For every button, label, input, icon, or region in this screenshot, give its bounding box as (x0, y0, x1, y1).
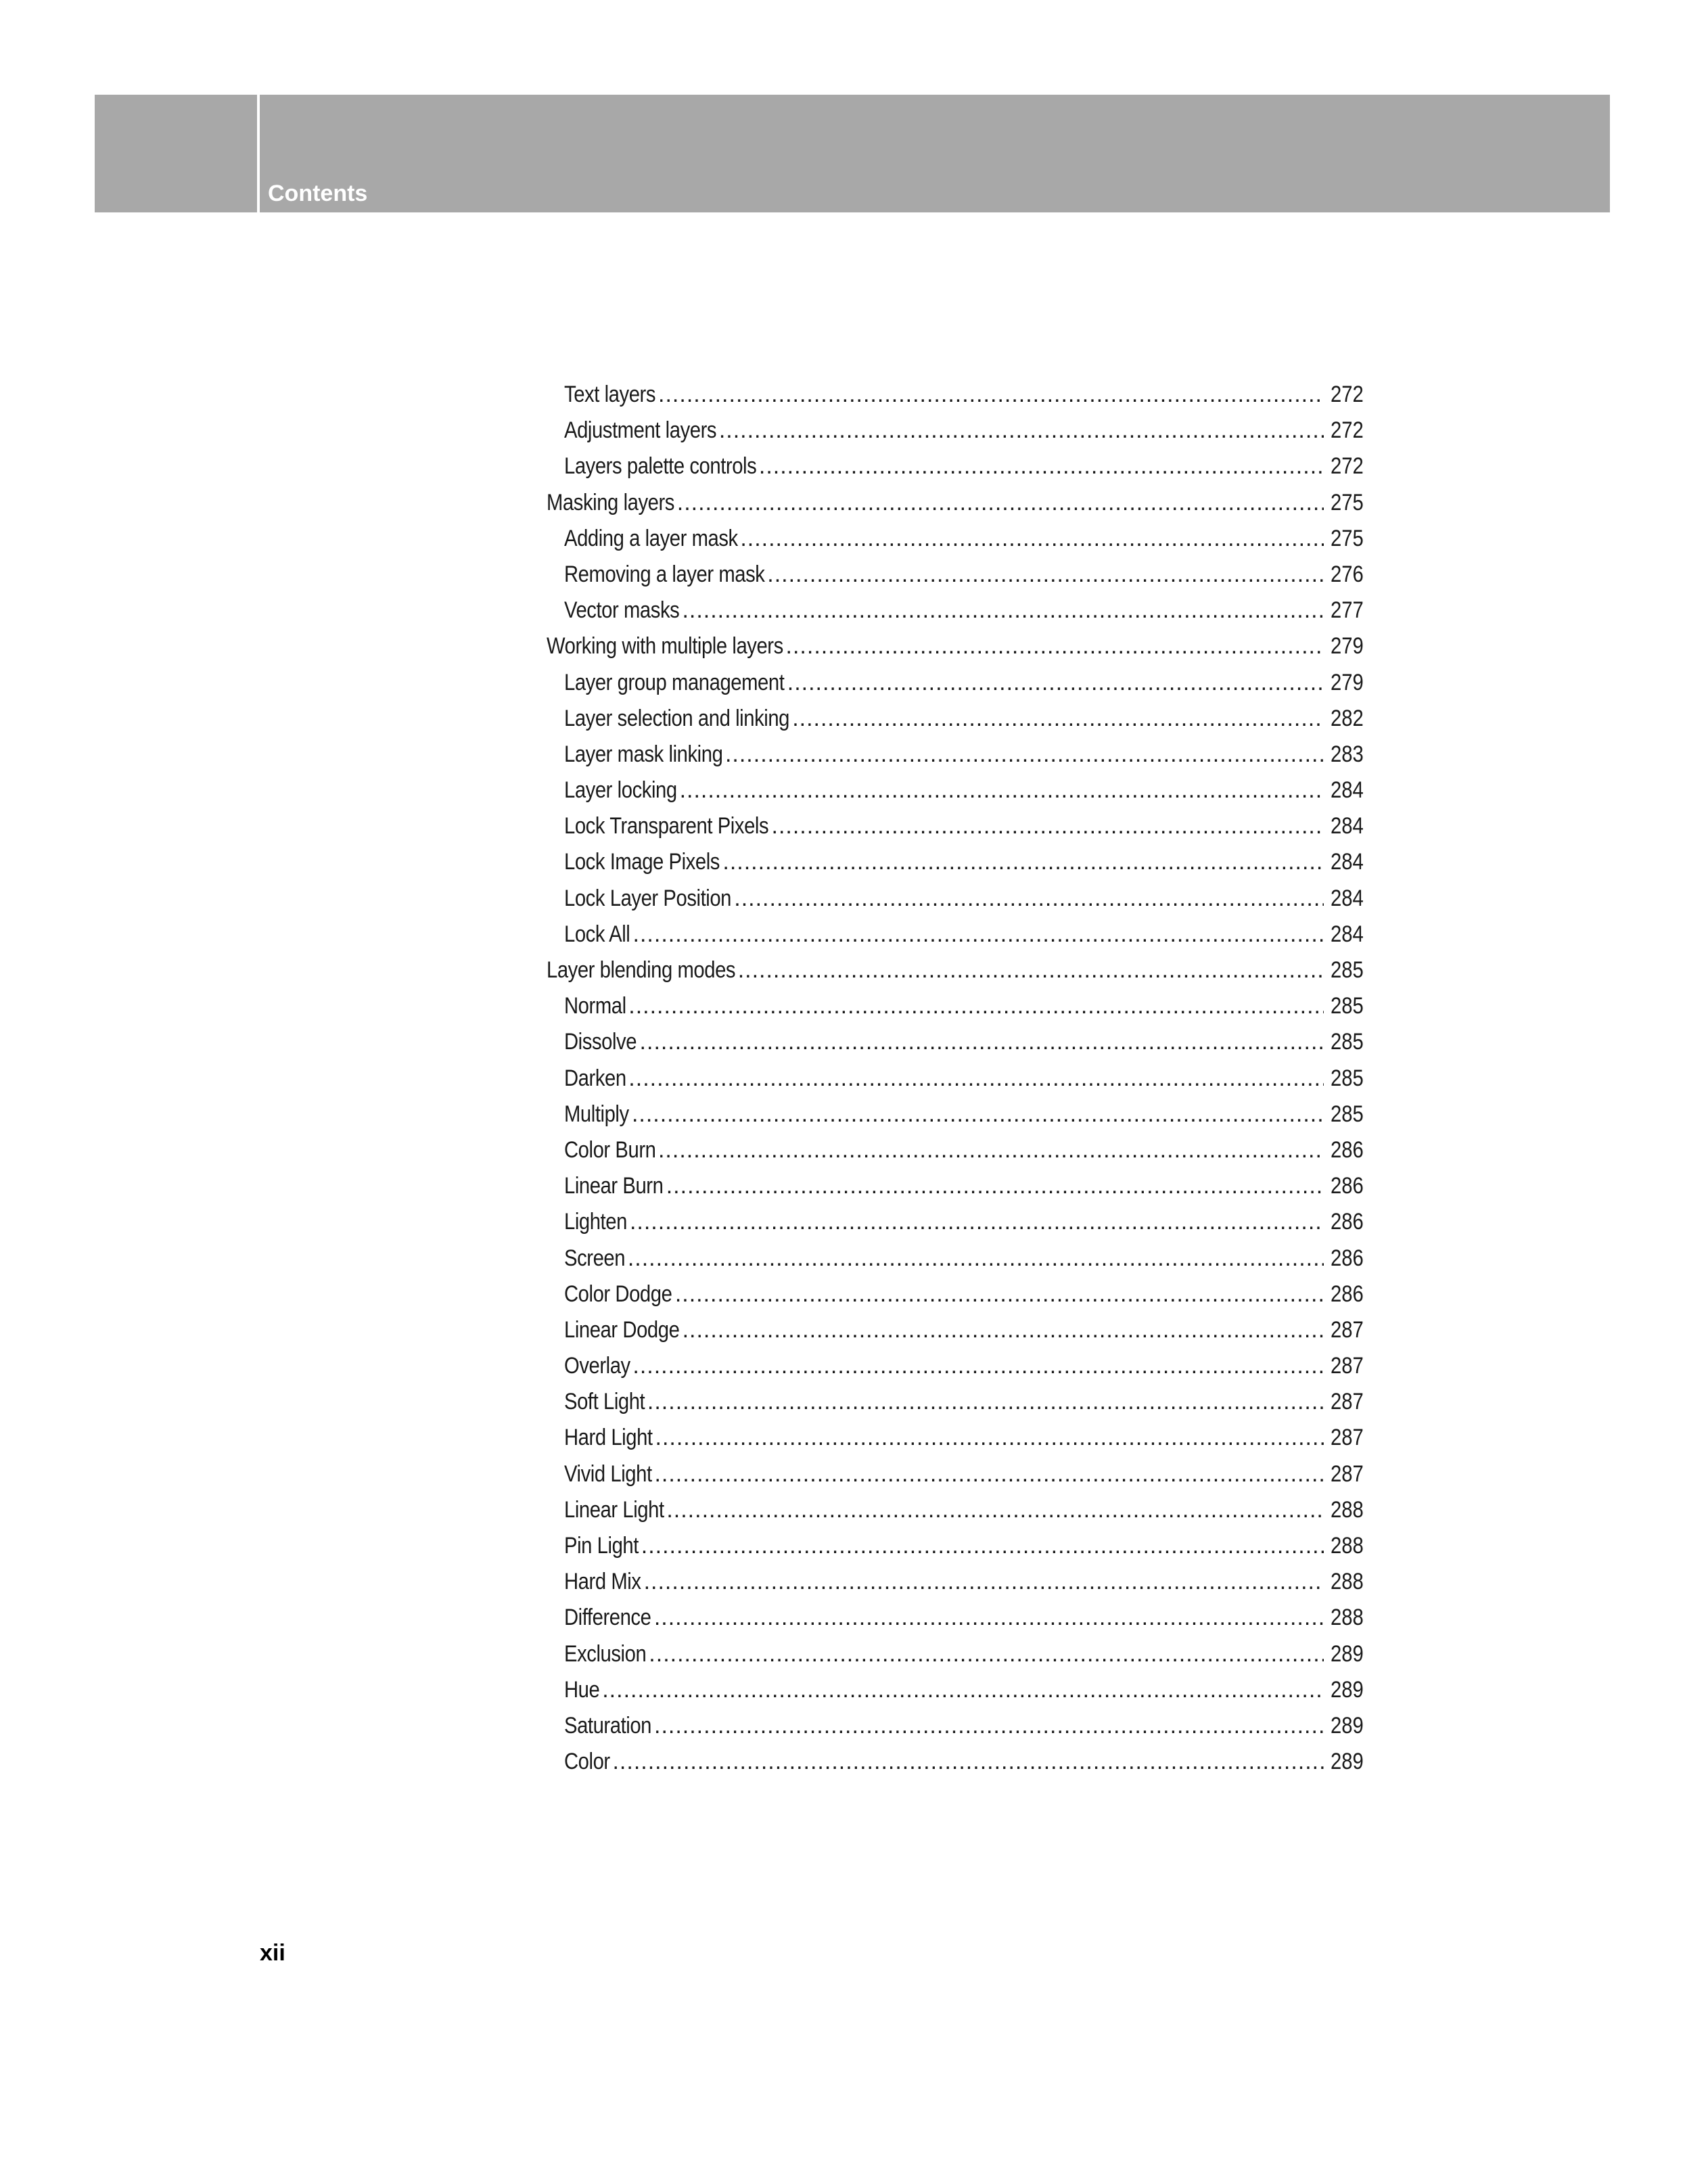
toc-entry-title: Vivid Light (564, 1460, 652, 1487)
toc-dot-leader (633, 921, 1324, 948)
toc-entry-title: Hard Light (564, 1425, 653, 1451)
toc-entry[interactable] (547, 1425, 1364, 1460)
toc-entry[interactable] (547, 1533, 1364, 1569)
toc-entry-page: 289 (1331, 1712, 1364, 1739)
toc-dot-leader (628, 993, 1324, 1019)
toc-dot-leader (640, 1029, 1324, 1055)
toc-dot-leader (772, 813, 1324, 839)
toc-entry-title: Color Dodge (564, 1281, 672, 1307)
toc-entry-title: Adding a layer mask (564, 525, 738, 551)
toc-entry[interactable] (547, 741, 1364, 777)
toc-dot-leader (655, 1425, 1324, 1451)
toc-entry[interactable] (547, 1245, 1364, 1281)
toc-entry-page: 288 (1331, 1605, 1364, 1631)
toc-entry-page: 276 (1331, 561, 1364, 587)
toc-entry[interactable] (547, 993, 1364, 1029)
toc-dot-leader (675, 1281, 1324, 1308)
toc-entry-page: 275 (1331, 525, 1364, 551)
toc-entry-title: Working with multiple layers (547, 633, 783, 660)
table-of-contents (547, 382, 1364, 1785)
toc-entry[interactable] (547, 1029, 1364, 1065)
toc-entry-title: Saturation (564, 1712, 651, 1739)
toc-entry-page: 285 (1331, 993, 1364, 1019)
toc-entry[interactable] (547, 849, 1364, 885)
toc-entry[interactable] (547, 1101, 1364, 1137)
toc-entry[interactable] (547, 1209, 1364, 1245)
toc-entry-page: 288 (1331, 1496, 1364, 1523)
toc-entry-title: Multiply (564, 1101, 629, 1127)
toc-entry[interactable] (547, 1281, 1364, 1317)
toc-entry-page: 272 (1331, 382, 1364, 407)
toc-entry-page: 282 (1331, 705, 1364, 731)
toc-entry[interactable] (547, 526, 1364, 561)
toc-dot-leader (759, 453, 1324, 480)
toc-dot-leader (644, 1569, 1324, 1595)
toc-entry-title: Exclusion (564, 1640, 647, 1667)
toc-entry[interactable] (547, 1137, 1364, 1173)
toc-entry-title: Hard Mix (564, 1569, 641, 1595)
toc-entry-title: Lock Transparent Pixels (564, 813, 769, 839)
toc-entry[interactable] (547, 382, 1364, 417)
toc-dot-leader (612, 1749, 1324, 1775)
toc-entry-title: Layer group management (564, 669, 785, 695)
toc-entry-title: Color Burn (564, 1136, 656, 1163)
toc-entry-page: 279 (1331, 669, 1364, 695)
toc-entry-title: Lock Layer Position (564, 885, 732, 911)
toc-entry-title: Layers palette controls (564, 453, 757, 480)
toc-entry-page: 285 (1331, 1101, 1364, 1127)
toc-dot-leader (628, 1065, 1324, 1092)
toc-entry-page: 272 (1331, 417, 1364, 444)
toc-entry[interactable] (547, 1569, 1364, 1605)
toc-entry[interactable] (547, 597, 1364, 633)
toc-entry-page: 287 (1331, 1353, 1364, 1379)
toc-entry-title: Adjustment layers (564, 417, 717, 444)
toc-entry-title: Overlay (564, 1353, 630, 1379)
toc-dot-leader (682, 597, 1324, 624)
toc-entry-title: Difference (564, 1605, 651, 1631)
toc-dot-leader (725, 741, 1324, 768)
toc-entry[interactable] (547, 706, 1364, 741)
toc-entry[interactable] (547, 813, 1364, 849)
toc-entry-page: 287 (1331, 1316, 1364, 1343)
toc-entry-title: Color (564, 1749, 610, 1775)
toc-entry[interactable] (547, 957, 1364, 993)
toc-entry-page: 284 (1331, 849, 1364, 875)
toc-entry-title: Lock All (564, 921, 630, 947)
toc-entry-title: Masking layers (547, 489, 674, 515)
toc-dot-leader (738, 957, 1324, 984)
toc-entry-page: 289 (1331, 1676, 1364, 1703)
toc-entry-title: Layer selection and linking (564, 705, 789, 731)
toc-entry-title: Layer blending modes (547, 957, 736, 983)
toc-entry-page: 286 (1331, 1209, 1364, 1235)
toc-dot-leader (787, 670, 1324, 696)
toc-dot-leader (677, 490, 1324, 516)
toc-entry[interactable] (547, 1389, 1364, 1425)
toc-dot-leader (719, 417, 1324, 444)
toc-entry-page: 279 (1331, 633, 1364, 660)
toc-entry-page: 287 (1331, 1425, 1364, 1451)
toc-entry[interactable] (547, 561, 1364, 597)
toc-entry-title: Vector masks (564, 597, 680, 624)
toc-entry-page: 286 (1331, 1281, 1364, 1307)
toc-entry[interactable] (547, 633, 1364, 669)
toc-entry[interactable] (547, 1605, 1364, 1640)
toc-entry-page: 277 (1331, 597, 1364, 624)
toc-entry-title: Pin Light (564, 1533, 639, 1559)
toc-dot-leader (786, 633, 1324, 660)
toc-entry-title: Normal (564, 993, 626, 1019)
toc-entry[interactable] (547, 1677, 1364, 1713)
toc-entry-title: Dissolve (564, 1029, 637, 1055)
toc-dot-leader (767, 561, 1324, 588)
toc-entry-title: Linear Light (564, 1496, 664, 1523)
toc-entry-title: Soft Light (564, 1389, 645, 1415)
toc-entry-page: 284 (1331, 885, 1364, 911)
toc-entry-title: Removing a layer mask (564, 561, 765, 587)
toc-entry-page: 286 (1331, 1173, 1364, 1199)
toc-entry[interactable] (547, 1497, 1364, 1533)
toc-dot-leader (654, 1461, 1324, 1488)
toc-dot-leader (632, 1353, 1324, 1379)
toc-entry-title: Linear Dodge (564, 1316, 680, 1343)
toc-dot-leader (630, 1209, 1324, 1235)
toc-dot-leader (658, 382, 1324, 408)
toc-entry[interactable] (547, 885, 1364, 921)
toc-entry-page: 287 (1331, 1389, 1364, 1415)
toc-entry[interactable] (547, 921, 1364, 957)
page-number: xii (260, 1940, 285, 1966)
toc-dot-leader (666, 1173, 1324, 1199)
toc-entry-page: 289 (1331, 1749, 1364, 1775)
toc-entry-title: Layer locking (564, 777, 677, 804)
toc-entry[interactable] (547, 1749, 1364, 1785)
toc-entry-title: Text layers (564, 382, 656, 407)
toc-entry[interactable] (547, 1317, 1364, 1353)
toc-dot-leader (683, 1317, 1324, 1343)
toc-entry[interactable] (547, 670, 1364, 706)
toc-entry[interactable] (547, 1065, 1364, 1101)
toc-entry[interactable] (547, 490, 1364, 526)
toc-dot-leader (722, 849, 1324, 875)
toc-dot-leader (602, 1677, 1324, 1703)
toc-entry-page: 285 (1331, 957, 1364, 983)
toc-entry-page: 288 (1331, 1569, 1364, 1595)
toc-dot-leader (792, 706, 1324, 732)
header-divider (257, 95, 260, 212)
toc-dot-leader (740, 526, 1324, 552)
toc-dot-leader (654, 1713, 1324, 1739)
toc-entry-page: 284 (1331, 921, 1364, 947)
toc-dot-leader (649, 1641, 1324, 1667)
toc-entry-page: 286 (1331, 1136, 1364, 1163)
section-title: Contents (268, 181, 368, 206)
toc-entry-page: 275 (1331, 489, 1364, 515)
toc-entry-page: 284 (1331, 777, 1364, 804)
toc-dot-leader (734, 885, 1324, 912)
toc-entry[interactable] (547, 417, 1364, 453)
toc-entry-page: 285 (1331, 1065, 1364, 1091)
toc-entry[interactable] (547, 1641, 1364, 1677)
toc-dot-leader (647, 1389, 1324, 1415)
toc-entry[interactable] (547, 1461, 1364, 1497)
toc-entry-page: 289 (1331, 1640, 1364, 1667)
toc-entry[interactable] (547, 1173, 1364, 1209)
toc-dot-leader (641, 1533, 1324, 1559)
toc-dot-leader (632, 1101, 1324, 1128)
toc-entry-title: Hue (564, 1676, 600, 1703)
toc-entry-title: Lock Image Pixels (564, 849, 720, 875)
toc-entry[interactable] (547, 777, 1364, 813)
toc-entry-page: 287 (1331, 1460, 1364, 1487)
toc-entry-title: Linear Burn (564, 1173, 664, 1199)
toc-dot-leader (654, 1605, 1324, 1631)
toc-entry-page: 284 (1331, 813, 1364, 839)
toc-dot-leader (658, 1137, 1324, 1164)
toc-entry[interactable] (547, 1713, 1364, 1749)
toc-entry-title: Darken (564, 1065, 626, 1091)
toc-dot-leader (628, 1245, 1324, 1272)
toc-entry-page: 288 (1331, 1533, 1364, 1559)
toc-entry-page: 285 (1331, 1029, 1364, 1055)
toc-entry[interactable] (547, 1353, 1364, 1389)
toc-entry-page: 283 (1331, 741, 1364, 767)
toc-entry-title: Screen (564, 1245, 626, 1271)
toc-entry-page: 272 (1331, 453, 1364, 480)
toc-dot-leader (666, 1497, 1324, 1523)
toc-entry[interactable] (547, 453, 1364, 489)
toc-entry-title: Lighten (564, 1209, 627, 1235)
toc-entry-page: 286 (1331, 1245, 1364, 1271)
toc-entry-title: Layer mask linking (564, 741, 723, 767)
toc-dot-leader (680, 777, 1324, 804)
